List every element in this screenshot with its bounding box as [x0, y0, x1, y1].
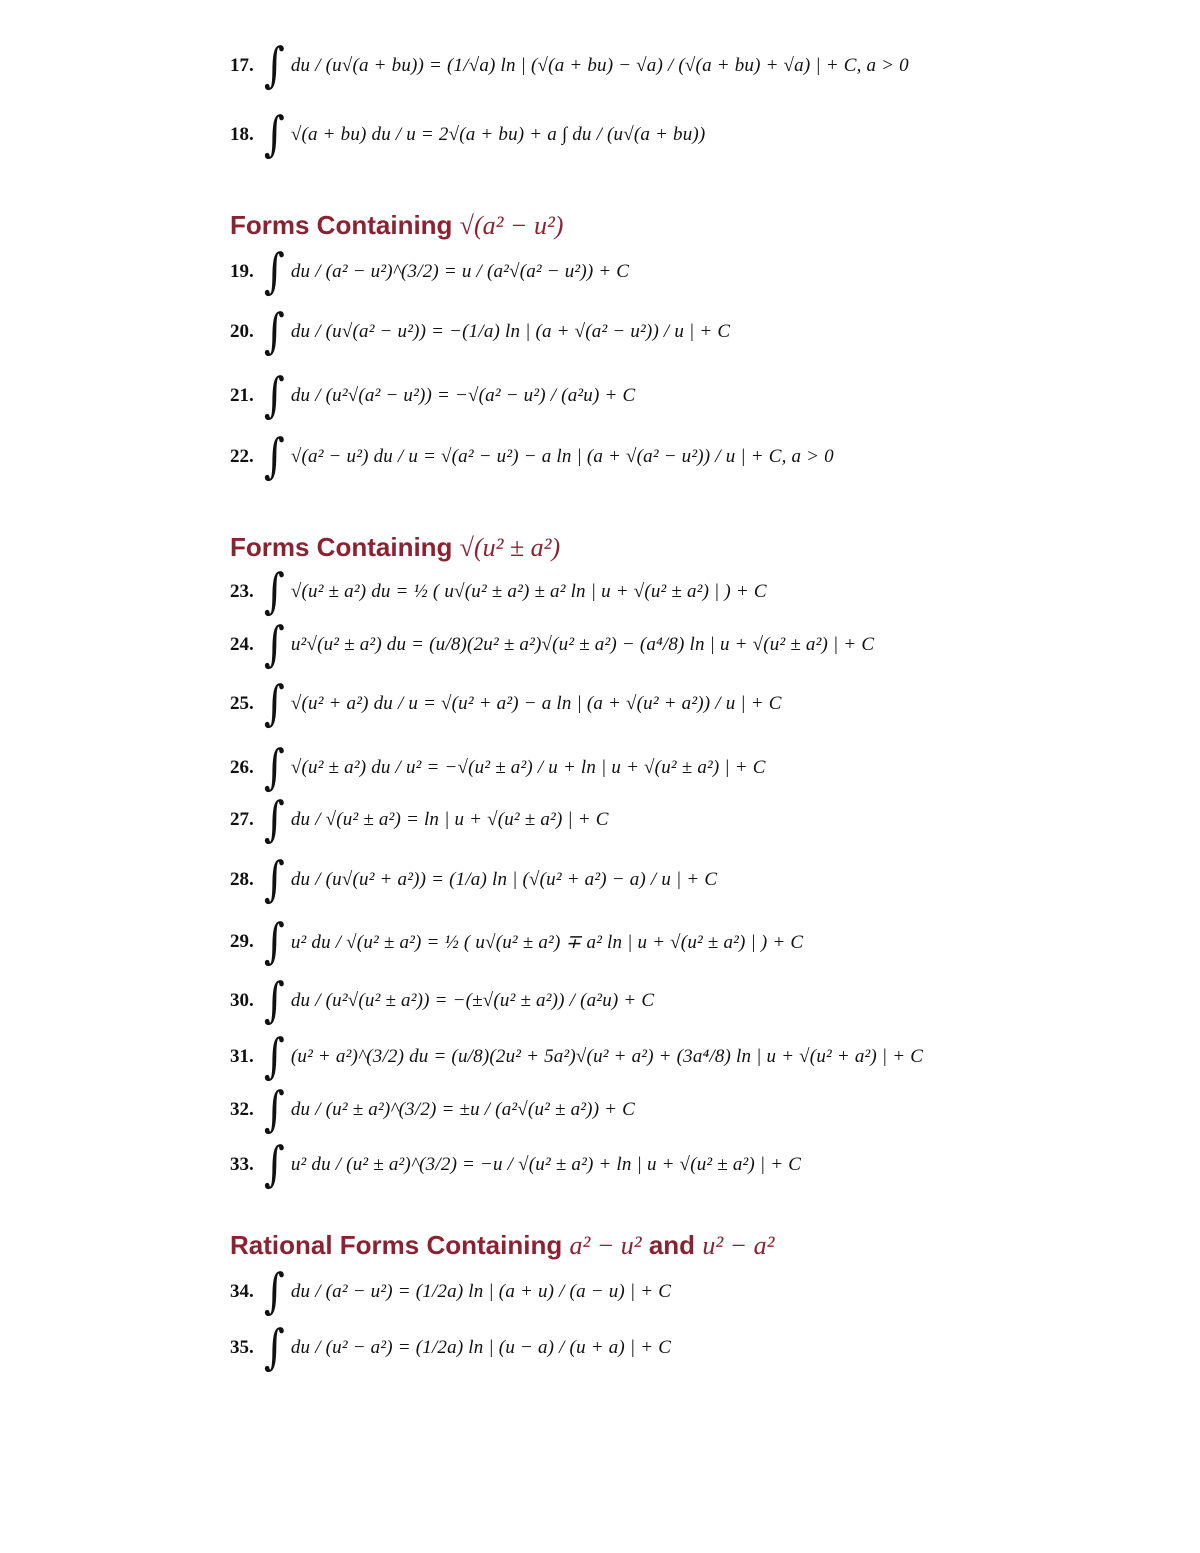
section-math-1: a² − u²: [569, 1231, 642, 1260]
formula-33: [230, 1137, 802, 1193]
formula-number: 20.: [230, 321, 254, 342]
section-math: √(a² − u²): [459, 211, 564, 240]
formula-25: [230, 676, 782, 732]
integral-sign: ∫: [264, 564, 285, 620]
integral-sign: ∫: [264, 617, 285, 673]
formula-number: 34.: [230, 1281, 254, 1302]
formula-number: 17.: [230, 55, 254, 76]
formula-expression: du / (u²√(a² − u²)) = −√(a² − u²) / (a²u) + C: [290, 385, 636, 406]
formula-number: 33.: [230, 1154, 254, 1175]
formula-expression: du / (u² ± a²)^(3/2) = ±u / (a²√(u² ± a²)) + C: [290, 1099, 636, 1120]
section-heading-sqrt-u2-pm-a2: [230, 532, 560, 563]
integral-sign: ∫: [264, 852, 285, 908]
integral-sign: ∫: [264, 1320, 285, 1376]
formula-number: 24.: [230, 634, 254, 655]
formula-number: 29.: [230, 931, 254, 952]
integral-sign: ∫: [264, 792, 285, 848]
integral-sign: ∫: [264, 676, 285, 732]
integral-sign: ∫: [264, 740, 285, 796]
formula-18: [230, 107, 706, 163]
integral-sign: ∫: [264, 304, 285, 360]
formula-expression: du / (a² − u²)^(3/2) = u / (a²√(a² − u²)) + C: [290, 261, 630, 282]
integral-sign: ∫: [264, 1029, 285, 1085]
section-and: and: [648, 1230, 696, 1260]
formula-number: 26.: [230, 757, 254, 778]
formula-number: 31.: [230, 1046, 254, 1067]
formula-expression: du / (u²√(u² ± a²)) = −(±√(u² ± a²)) / (a²u) + C: [290, 990, 655, 1011]
formula-expression: du / (u² − a²) = (1/2a) ln | (u − a) / (u + a) | + C: [290, 1337, 672, 1358]
formula-expression: √(u² ± a²) du = ½ ( u√(u² ± a²) ± a² ln | u + √(u² ± a²) | ) + C: [290, 581, 767, 602]
integral-sign: ∫: [264, 107, 285, 163]
formula-21: [230, 368, 636, 424]
integral-sign: ∫: [264, 914, 285, 970]
section-heading-rational-forms: [230, 1230, 774, 1261]
formula-number: 32.: [230, 1099, 254, 1120]
formula-expression: du / (a² − u²) = (1/2a) ln | (a + u) / (a − u) | + C: [290, 1281, 672, 1302]
section-title: Forms Containing: [230, 532, 453, 562]
formula-expression: du / (u√(u² + a²)) = (1/a) ln | (√(u² + a²) − a) / u | + C: [290, 869, 718, 890]
formula-30: [230, 973, 655, 1029]
integral-sign: ∫: [264, 1137, 285, 1193]
formula-17: [230, 38, 909, 94]
formula-expression: u² du / (u² ± a²)^(3/2) = −u / √(u² ± a²) + ln | u + √(u² ± a²) | + C: [290, 1154, 802, 1175]
section-heading-sqrt-a2-minus-u2: [230, 210, 563, 241]
section-math: √(u² ± a²): [459, 533, 561, 562]
formula-number: 28.: [230, 869, 254, 890]
formula-34: [230, 1264, 672, 1320]
section-title: Forms Containing: [230, 210, 453, 240]
section-title: Rational Forms Containing: [230, 1230, 563, 1260]
formula-24: [230, 617, 875, 673]
formula-expression: du / (u√(a² − u²)) = −(1/a) ln | (a + √(a² − u²)) / u | + C: [290, 321, 731, 342]
formula-expression: du / √(u² ± a²) = ln | u + √(u² ± a²) | + C: [290, 809, 609, 830]
formula-expression: √(u² + a²) du / u = √(u² + a²) − a ln | (a + √(u² + a²)) / u | + C: [290, 693, 782, 714]
formula-19: [230, 244, 630, 300]
formula-28: [230, 852, 718, 908]
formula-32: [230, 1082, 636, 1138]
formula-expression: du / (u√(a + bu)) = (1/√a) ln | (√(a + bu) − √a) / (√(a + bu) + √a) | + C, a > 0: [290, 55, 909, 76]
integral-sign: ∫: [264, 244, 285, 300]
formula-expression: √(a + bu) du / u = 2√(a + bu) + a ∫ du / (u√(a + bu)): [290, 124, 706, 145]
formula-number: 35.: [230, 1337, 254, 1358]
integral-sign: ∫: [264, 973, 285, 1029]
formula-27: [230, 792, 609, 848]
section-math-2: u² − a²: [702, 1231, 775, 1260]
formula-number: 22.: [230, 446, 254, 467]
formula-number: 30.: [230, 990, 254, 1011]
integral-sign: ∫: [264, 1264, 285, 1320]
formula-20: [230, 304, 731, 360]
formula-number: 21.: [230, 385, 254, 406]
formula-expression: u² du / √(u² ± a²) = ½ ( u√(u² ± a²) ∓ a² ln | u + √(u² ± a²) | ) + C: [290, 931, 804, 953]
formula-35: [230, 1320, 672, 1376]
integral-sign: ∫: [264, 429, 285, 485]
formula-number: 18.: [230, 124, 254, 145]
formula-22: [230, 429, 834, 485]
integral-sign: ∫: [264, 368, 285, 424]
formula-expression: √(u² ± a²) du / u² = −√(u² ± a²) / u + ln | u + √(u² ± a²) | + C: [290, 757, 766, 778]
integral-sign: ∫: [264, 1082, 285, 1138]
formula-expression: (u² + a²)^(3/2) du = (u/8)(2u² + 5a²)√(u² + a²) + (3a⁴/8) ln | u + √(u² + a²) | + C: [290, 1046, 924, 1067]
formula-number: 19.: [230, 261, 254, 282]
formula-23: [230, 564, 767, 620]
formula-29: [230, 914, 804, 970]
formula-expression: √(a² − u²) du / u = √(a² − u²) − a ln | (a + √(a² − u²)) / u | + C, a > 0: [290, 446, 834, 467]
formula-26: [230, 740, 766, 796]
formula-expression: u²√(u² ± a²) du = (u/8)(2u² ± a²)√(u² ± a²) − (a⁴/8) ln | u + √(u² ± a²) | + C: [290, 634, 875, 655]
formula-number: 27.: [230, 809, 254, 830]
formula-number: 25.: [230, 693, 254, 714]
formula-number: 23.: [230, 581, 254, 602]
formula-31: [230, 1029, 924, 1085]
integral-sign: ∫: [264, 38, 285, 94]
